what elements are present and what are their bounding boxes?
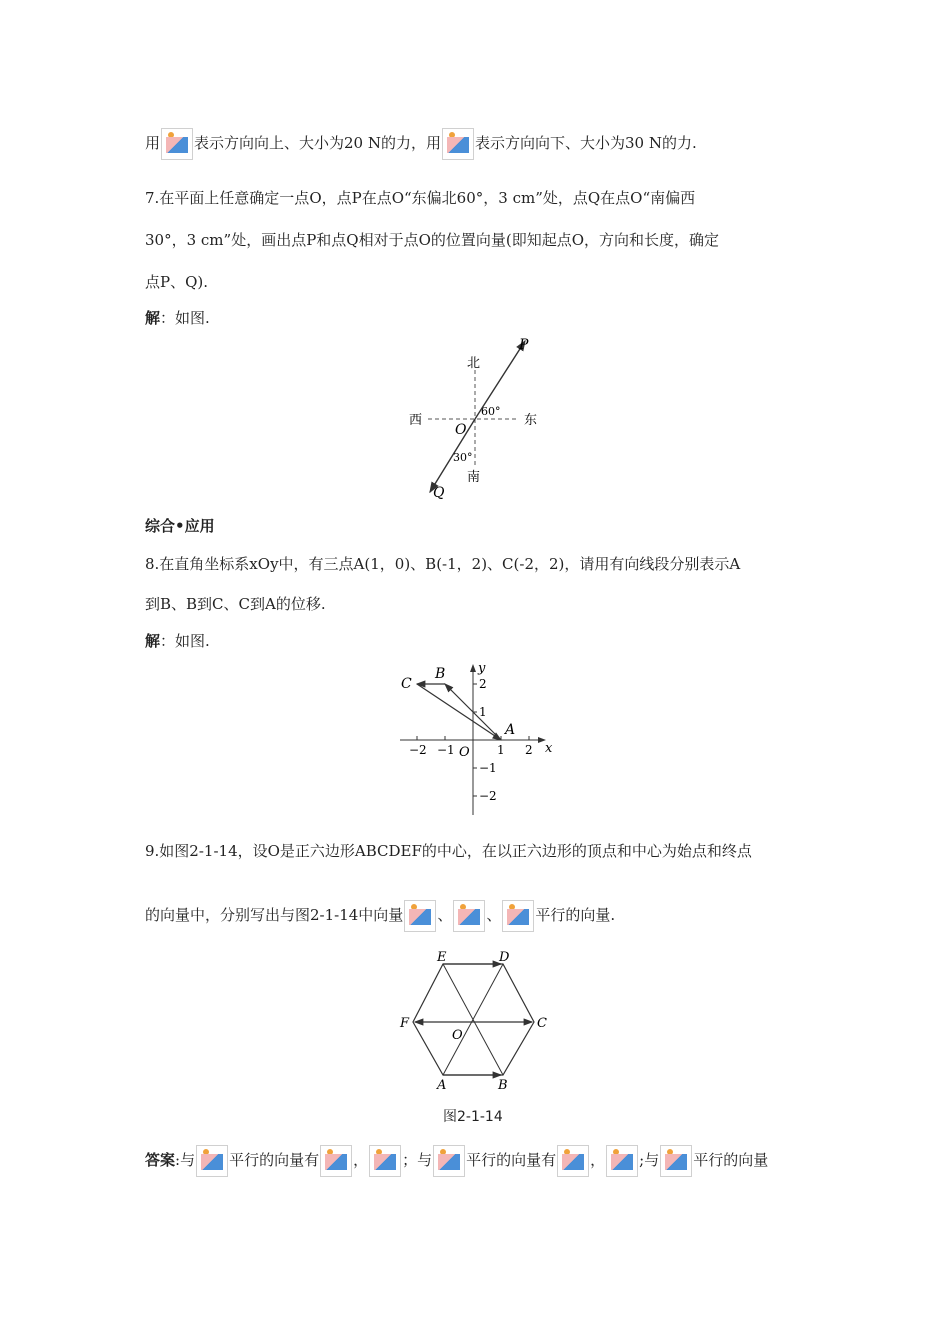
vector-image-icon [369,1145,401,1177]
point-c-label: C [401,676,412,692]
vector-ca [417,684,501,740]
y-tick-label: −1 [479,761,497,775]
vector-image-icon [660,1145,692,1177]
vector-image-icon [557,1145,589,1177]
question-8-line1: 8.在直角坐标系xOy中，有三点A(1，0)、B(-1，2)、C(-2，2)，请用有向线段分别表示A [145,555,741,573]
text-segment: 表示方向向下、大小为30 N的力. [475,134,697,152]
angle-60-label: 60° [481,405,501,418]
vector-image-icon [433,1145,465,1177]
question-7-line3: 点P、Q). [145,273,209,291]
separator: ， [353,1151,369,1169]
vertex-a-label: A [437,1078,447,1093]
answer-line [145,1145,768,1177]
vector-image-icon [502,900,534,932]
text-segment: :与 [175,1151,196,1169]
solution-text: ：如图. [160,309,210,327]
vector-image-icon [442,128,474,160]
south-label: 南 [467,470,481,485]
text-segment: 平行的向量有 [466,1151,557,1169]
point-q-label: Q [433,485,445,501]
text-segment: 平行的向量 [693,1151,769,1169]
point-b-label: B [435,666,446,682]
figure-caption: 图2-1-14 [443,1109,503,1125]
vertex-c-label: C [537,1016,547,1031]
question-8-line2: 到B、B到C、C到A的位移. [145,595,326,613]
solution-label: 解 [145,309,161,327]
north-label: 北 [467,356,481,371]
angle-30-label: 30° [453,451,473,464]
center-o-label: O [452,1028,463,1043]
section-heading: 综合•应用 [145,517,215,535]
point-a-label: A [505,722,516,738]
x-tick-label: 2 [525,743,533,757]
vector-image-icon [320,1145,352,1177]
answer-label: 答案 [145,1151,176,1169]
y-axis-label: y [478,661,486,676]
x-axis-label: x [545,741,553,756]
vertex-d-label: D [499,950,510,965]
west-label: 西 [409,413,423,428]
question-7-line2: 30°，3 cm”处，画出点P和点Q相对于点O的位置向量(即知起点O，方向和长度，确定 [145,231,720,249]
vector-image-icon [606,1145,638,1177]
vector-image-icon [196,1145,228,1177]
text-segment: 表示方向向上、大小为20 N的力，用 [194,134,441,152]
solution-text: ：如图. [160,632,210,650]
solution-line [145,630,210,652]
separator: 、 [437,906,453,924]
vector-image-icon [404,900,436,932]
vector-image-icon [453,900,485,932]
text-segment: 用 [145,134,161,152]
x-tick-label: −1 [437,743,455,757]
separator: ， [590,1151,606,1169]
question-9-line2 [145,900,615,932]
separator: 、 [486,906,502,924]
east-label: 东 [524,413,538,428]
text-segment: 的向量中，分别写出与图2-1-14中向量 [145,906,404,924]
vertex-e-label: E [437,950,447,965]
question-9-line1: 9.如图2-1-14，设O是正六边形ABCDEF的中心，在以正六边形的顶点和中心为始点和终点 [145,842,752,860]
y-tick-label: 2 [479,677,487,691]
x-tick-label: 1 [497,743,505,757]
solution-label: 解 [145,632,161,650]
text-segment: ；与 [402,1151,433,1169]
y-tick-label: 1 [479,705,487,719]
vector-image-icon [161,128,193,160]
y-tick-label: −2 [479,789,497,803]
text-segment: 平行的向量有 [229,1151,320,1169]
intro-line [145,128,697,160]
coordinate-figure [395,660,560,820]
hexagon-figure [395,950,560,1095]
compass-figure [395,335,555,505]
text-segment: ;与 [639,1151,660,1169]
origin-label: O [459,745,470,760]
question-7-line1: 7.在平面上任意确定一点O，点P在点O“东偏北60°，3 cm”处，点Q在点O“南偏西 [145,189,696,207]
solution-line [145,307,210,329]
vertex-f-label: F [400,1016,410,1031]
x-tick-label: −2 [409,743,427,757]
text-segment: 平行的向量. [535,906,616,924]
origin-label: O [455,422,467,438]
point-p-label: P [519,337,529,353]
vertex-b-label: B [498,1078,508,1093]
